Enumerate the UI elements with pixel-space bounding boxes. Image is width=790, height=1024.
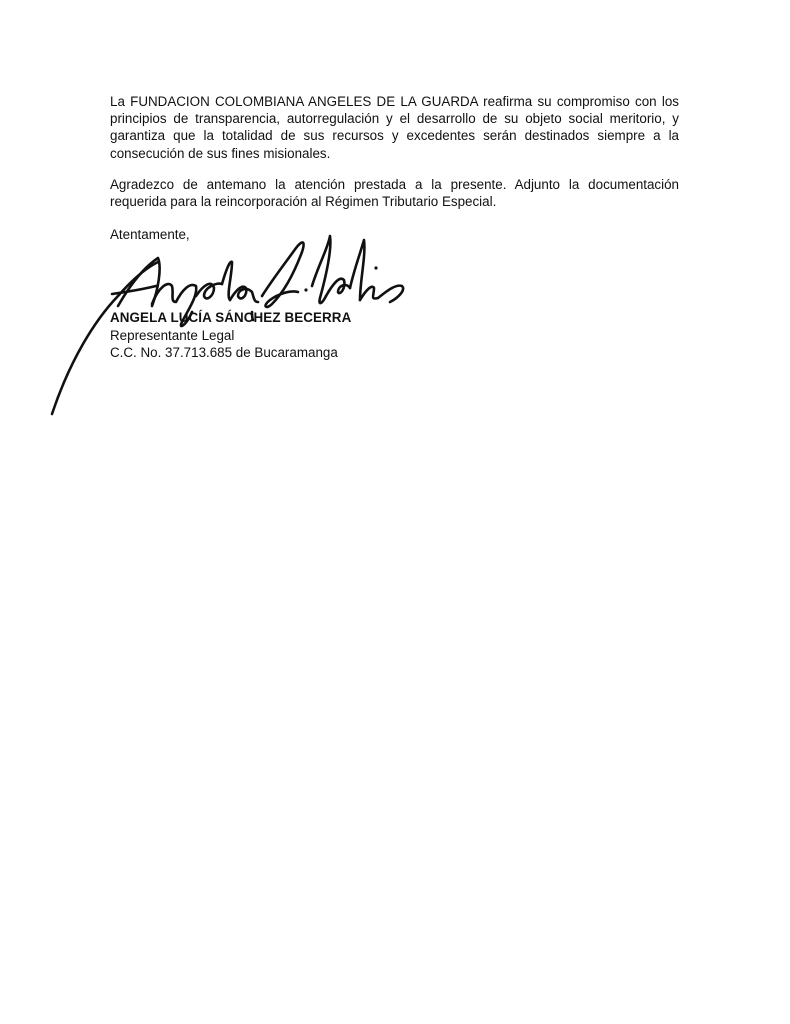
commitment-paragraph: La FUNDACION COLOMBIANA ANGELES DE LA GUARDA reafirma su compromiso con los principios de transparencia, autorregulación y el desarrollo de su objeto social meritorio, y garantiza que la totalidad de sus recursos y excedentes serán destinados siempre a la consecución de sus fines misionales. — [110, 94, 679, 161]
closing-salutation: Atentamente, — [110, 227, 190, 242]
thanks-paragraph: Agradezco de antemano la atención prestada a la presente. Adjunto la documentación requerida para la reincorporación al Régimen Tributario Especial. — [110, 177, 679, 210]
signer-title: Representante Legal — [110, 327, 235, 343]
signature-block — [110, 309, 351, 362]
signer-name: ANGELA LUCÍA SÁNCHEZ BECERRA — [110, 310, 352, 325]
signer-id: C.C. No. 37.713.685 de Bucaramanga — [110, 345, 338, 360]
